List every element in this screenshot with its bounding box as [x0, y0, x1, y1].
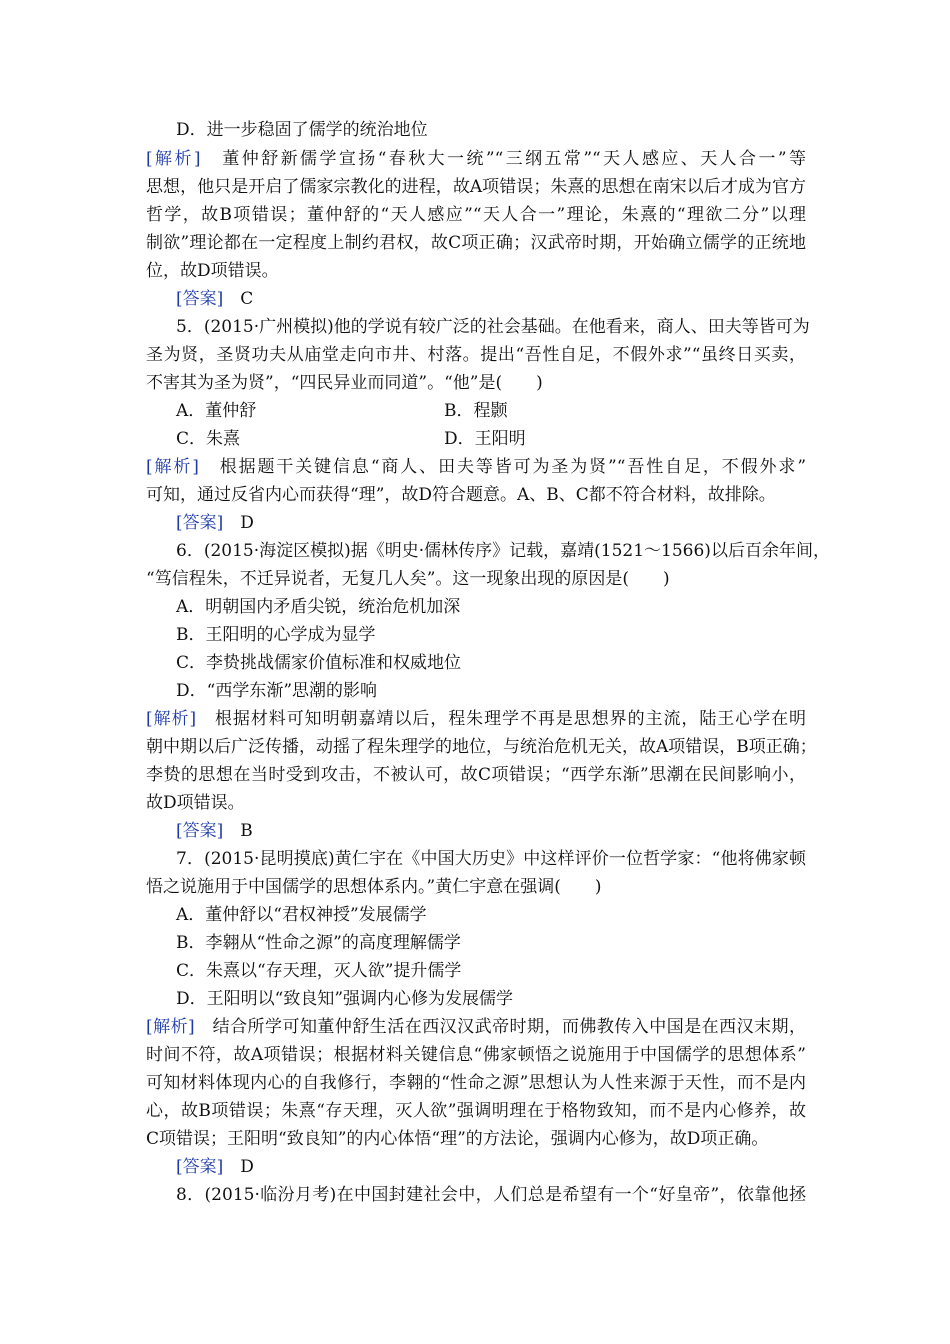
q4-analysis-line-3: 哲学，故B项错误；董仲舒的“天人感应”“天人合一”理论，朱熹的“理欲二分”以理 [146, 205, 806, 225]
q4-analysis-line-2: 思想，他只是开启了儒家宗教化的进程，故A项错误；朱熹的思想在南宋以后才成为官方 [146, 177, 806, 197]
q7-option-a: A．董仲舒以“君权神授”发展儒学 [176, 905, 427, 925]
q5-stem-line-3: 不害其为圣为贤”，“四民异业而同道”。“他”是( ) [146, 373, 543, 393]
q5-stem-line-2: 圣为贤，圣贤功夫从庙堂走向市井、村落。提出“吾性自足，不假外求”“虽终日买卖， [146, 345, 806, 365]
q4-analysis-line-5: 位，故D项错误。 [146, 261, 279, 281]
q6-stem-line-2: “笃信程朱，不迁异说者，无复几人矣”。这一现象出现的原因是( ) [146, 569, 670, 589]
q5-options-row-2 [176, 425, 776, 453]
q4-analysis-line-4: 制欲”理论都在一定程度上制约君权，故C项正确；汉武帝时期，开始确立儒学的正统地 [146, 233, 806, 253]
analysis-tag: [解析] [146, 709, 197, 729]
q6-option-c: C．李贽挑战儒家价值标准和权威地位 [176, 653, 462, 673]
q7-option-b: B．李翱从“性命之源”的高度理解儒学 [176, 933, 461, 953]
q4-answer: [答案] C [176, 289, 254, 309]
q4-analysis-line-1: [解析] 董仲舒新儒学宣扬“春秋大一统”“三纲五常”“天人感应、天人合一”等 [146, 149, 806, 169]
q7-analysis-line-5: C项错误；王阳明“致良知”的内心体悟“理”的方法论，强调内心修为，故D项正确。 [146, 1129, 769, 1149]
q7-analysis-line-4: 心，故B项错误；朱熹“存天理，灭人欲”强调明理在于格物致知，而不是内心修养，故 [146, 1101, 806, 1121]
q5-answer: [答案] D [176, 513, 254, 533]
q7-option-c: C．朱熹以“存天理，灭人欲”提升儒学 [176, 961, 462, 981]
q6-analysis-line-4: 故D项错误。 [146, 793, 245, 813]
analysis-tag: [解析] [146, 1017, 195, 1037]
analysis-tag: [解析] [146, 149, 201, 169]
q6-answer: [答案] B [176, 821, 253, 841]
answer-tag: [答案] [176, 513, 224, 533]
q5-analysis-line-1: [解析] 根据题干关键信息“商人、田夫等皆可为圣为贤”“吾性自足，不假外求” [146, 457, 807, 477]
q6-option-d: D．“西学东渐”思潮的影响 [176, 681, 378, 701]
q6-analysis-line-3: 李贽的思想在当时受到攻击，不被认可，故C项错误；“西学东渐”思潮在民间影响小， [146, 765, 806, 785]
q7-analysis-line-2: 时间不符，故A项错误；根据材料关键信息“佛家顿悟之说施用于中国儒学的思想体系” [146, 1045, 806, 1065]
q7-analysis-line-1: [解析] 结合所学可知董仲舒生活在西汉汉武帝时期，而佛教传入中国是在西汉末期， [146, 1017, 807, 1037]
q5-options-row-1 [176, 397, 776, 425]
q6-stem-line-1: 6．(2015·海淀区模拟)据《明史·儒林传序》记载，嘉靖(1521～1566)以后百余年间， [176, 541, 830, 561]
answer-tag: [答案] [176, 1157, 224, 1177]
q7-option-d: D．王阳明以“致良知”强调内心修为发展儒学 [176, 989, 514, 1009]
q7-stem-line-2: 悟之说施用于中国儒学的思想体系内。”黄仁宇意在强调( ) [146, 877, 602, 897]
q5-option-a: A．董仲舒 [176, 401, 257, 421]
analysis-tag: [解析] [146, 457, 199, 477]
q6-analysis-line-2: 朝中期以后广泛传播，动摇了程朱理学的地位，与统治危机无关，故A项错误，B项正确； [146, 737, 817, 757]
q8-stem-line-1: 8．(2015·临汾月考)在中国封建社会中，人们总是希望有一个“好皇帝”，依靠他拯 [176, 1185, 806, 1205]
q5-option-c: C．朱熹 [176, 429, 241, 449]
q7-analysis-line-3: 可知材料体现内心的自我修行，李翱的“性命之源”思想认为人性来源于天性，而不是内 [146, 1073, 806, 1093]
q5-analysis-line-2: 可知，通过反省内心而获得“理”，故D符合题意。A、B、C都不符合材料，故排除。 [146, 485, 776, 505]
q6-option-b: B．王阳明的心学成为显学 [176, 625, 376, 645]
answer-tag: [答案] [176, 289, 224, 309]
q6-analysis-line-1: [解析] 根据材料可知明朝嘉靖以后，程朱理学不再是思想界的主流，陆王心学在明 [146, 709, 807, 729]
q6-option-a: A．明朝国内矛盾尖锐，统治危机加深 [176, 597, 461, 617]
q5-option-b: B．程颢 [444, 401, 508, 421]
answer-tag: [答案] [176, 821, 224, 841]
q4-option-d: D．进一步稳固了儒学的统治地位 [176, 120, 428, 140]
q5-stem-line-1: 5．(2015·广州模拟)他的学说有较广泛的社会基础。在他看来，商人、田夫等皆可为 [176, 317, 810, 337]
q7-stem-line-1: 7．(2015·昆明摸底)黄仁宇在《中国大历史》中这样评价一位哲学家：“他将佛家顿 [176, 849, 806, 869]
q5-option-d: D．王阳明 [444, 429, 526, 449]
q7-answer: [答案] D [176, 1157, 254, 1177]
